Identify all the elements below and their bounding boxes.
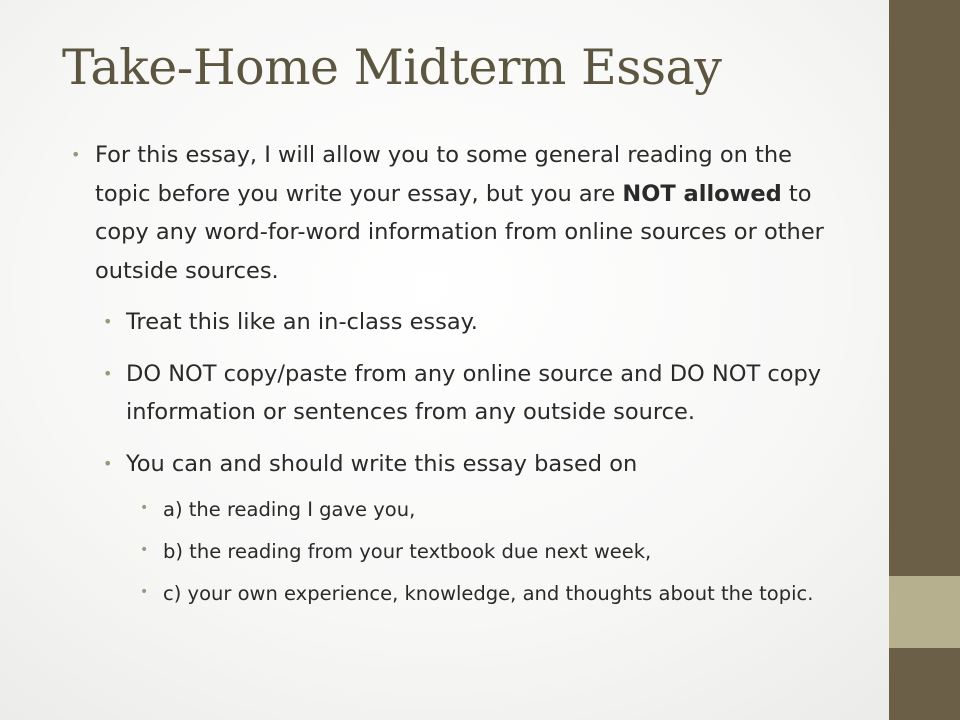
bullet-emphasis: NOT allowed bbox=[622, 180, 782, 207]
bullet-text-after: to copy any word-for-word information from online sources or other outside sources. bbox=[95, 180, 824, 284]
bullet-dot-icon: • bbox=[103, 453, 113, 473]
sub-bullet-item-experience bbox=[140, 577, 853, 610]
slide-title: Take-Home Midterm Essay bbox=[62, 39, 722, 96]
bullet-text-before: For this essay, I will allow you to some general reading on the topic before you write your essay, but you are bbox=[95, 142, 792, 207]
bullet-text: c) your own experience, knowledge, and thoughts about the topic. bbox=[163, 582, 814, 605]
bullet-item-reading-policy bbox=[71, 136, 840, 290]
bullet-dot-icon: • bbox=[140, 500, 149, 516]
bullet-text: Treat this like an in-class essay. bbox=[126, 309, 478, 335]
bullet-text: You can and should write this essay based on bbox=[126, 450, 638, 477]
bullet-dot-icon: • bbox=[140, 542, 149, 558]
bullet-text: b) the reading from your textbook due next week, bbox=[163, 540, 652, 563]
bullet-item-no-copy bbox=[103, 355, 846, 432]
sub-bullet-item-reading bbox=[140, 493, 853, 526]
bullet-text: DO NOT copy/paste from any online source and DO NOT copy information or sentences from any outside source. bbox=[126, 360, 822, 425]
bullet-dot-icon: • bbox=[103, 312, 113, 331]
bullet-text: a) the reading I gave you, bbox=[163, 498, 416, 521]
bullet-dot-icon: • bbox=[71, 145, 81, 164]
bullet-item-based-on bbox=[103, 445, 846, 484]
sidebar-accent-band bbox=[889, 576, 960, 648]
bullet-list bbox=[0, 136, 889, 610]
bullet-dot-icon: • bbox=[103, 363, 113, 383]
sub-bullet-item-textbook bbox=[140, 535, 853, 568]
bullet-dot-icon: • bbox=[140, 584, 149, 600]
bullet-item-in-class bbox=[103, 303, 846, 342]
